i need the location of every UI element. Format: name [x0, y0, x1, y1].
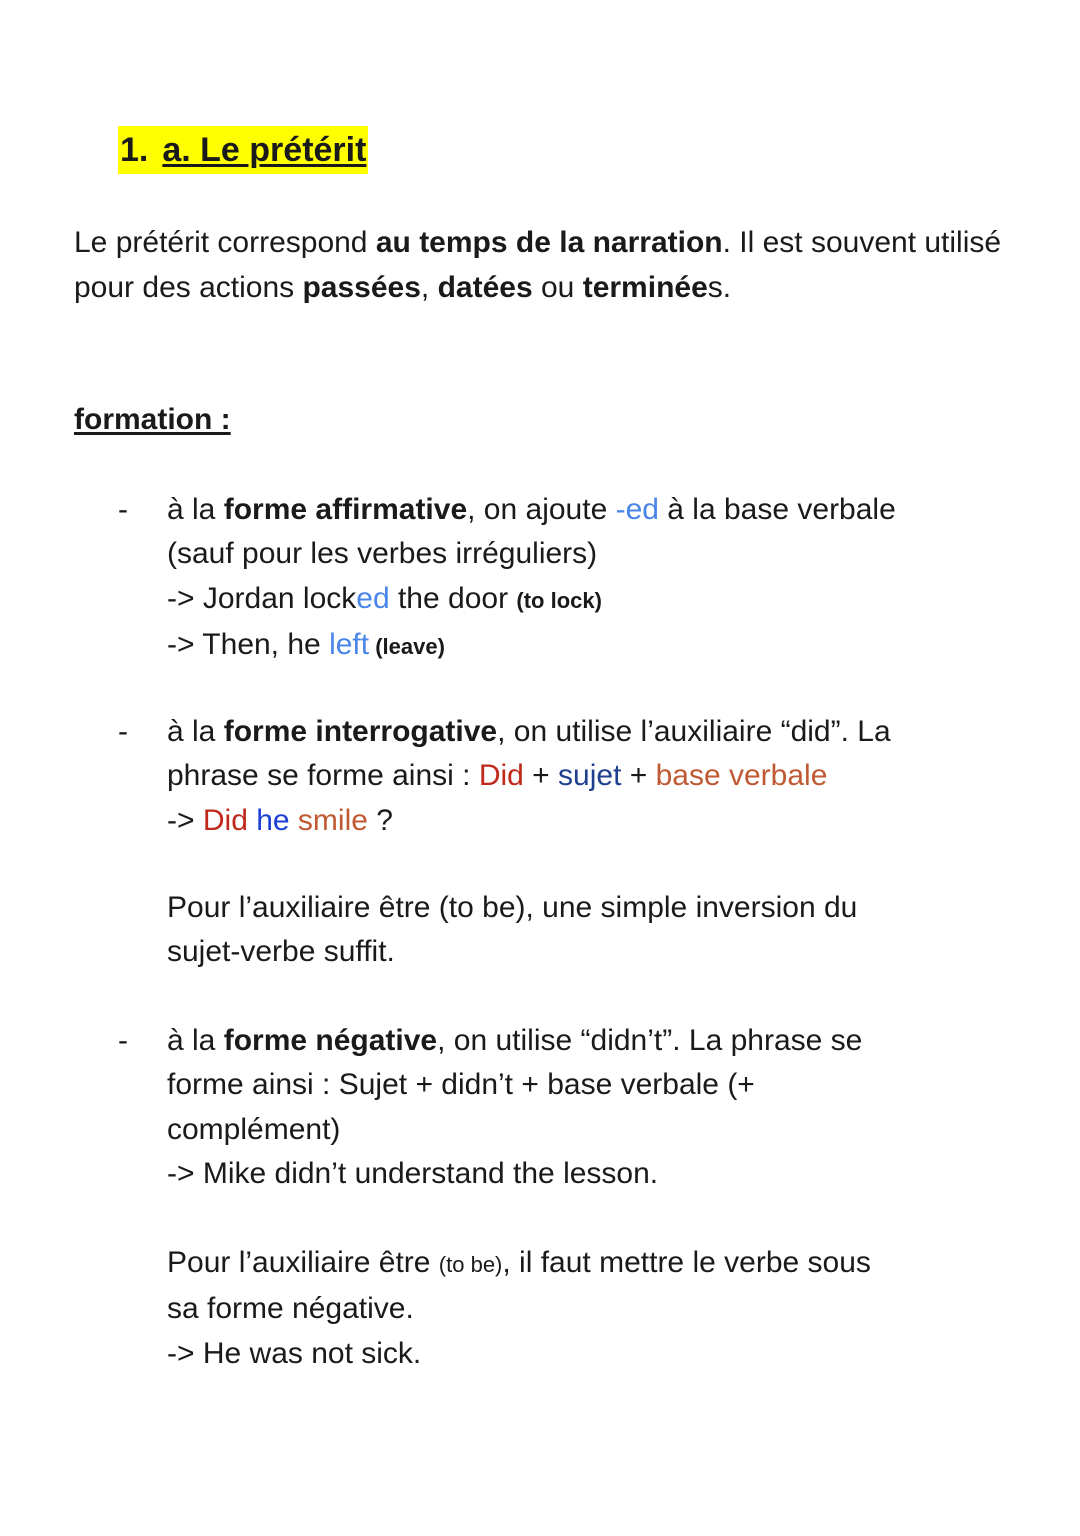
base-verbale-word: base verbale: [655, 759, 828, 793]
intro-bold-narration: au temps de la narration: [375, 226, 723, 259]
verb-note: (leave): [369, 633, 445, 659]
intro-bold-passees: passées: [302, 270, 421, 304]
verb-note: (to lock): [516, 587, 602, 613]
intro-bold-datees: datées: [437, 270, 533, 304]
bullet-dash: -: [118, 1024, 128, 1057]
text: +: [621, 759, 656, 793]
text: ->: [167, 803, 203, 837]
text: -> Jordan lock: [167, 581, 357, 615]
text: à la: [167, 493, 224, 526]
text: , on ajoute: [467, 493, 616, 526]
interrogative-section: [167, 710, 997, 843]
text: , on utilise “didn’t”. La phrase se: [437, 1024, 863, 1057]
text: -> Then, he: [167, 627, 330, 661]
negative-note: [167, 1241, 997, 1376]
bullet-dash: -: [118, 493, 128, 526]
page-title: [118, 126, 368, 174]
sujet-word: sujet: [558, 759, 622, 793]
did-word: Did: [202, 803, 248, 837]
note-line: sa forme négative.: [167, 1292, 414, 1326]
negative-section: [167, 1019, 997, 1196]
negative-line-1: [167, 1019, 997, 1063]
text: the door: [389, 581, 517, 615]
interrogative-line-1: [167, 710, 997, 754]
text: , on utilise l’auxiliaire “did”. La: [497, 715, 891, 748]
subject-word: he: [247, 803, 290, 837]
intro-text: s.: [707, 270, 732, 304]
intro-text: ou: [532, 270, 583, 304]
affirmative-line-2: (sauf pour les verbes irréguliers): [167, 537, 598, 571]
note-line: [167, 1241, 997, 1287]
negative-bold: forme négative: [223, 1024, 438, 1057]
affirmative-bold: forme affirmative: [223, 493, 468, 526]
intro-text: ,: [420, 270, 438, 304]
affirmative-example-2: [167, 623, 997, 669]
interrogative-example: [167, 799, 997, 843]
text: à la base verbale: [658, 493, 896, 526]
note-line: sujet-verbe suffit.: [167, 935, 395, 969]
negative-line-2: forme ainsi : Sujet + didn’t + base verbale (+: [167, 1068, 755, 1102]
affirmative-example-1: [167, 577, 997, 623]
ed-suffix: -ed: [615, 493, 659, 526]
affirmative-section: [167, 488, 997, 669]
did-word: Did: [478, 759, 524, 793]
interrogative-line-2: [167, 754, 997, 798]
negative-line-3: complément): [167, 1112, 341, 1146]
irregular-verb: left: [329, 627, 370, 661]
text: à la: [167, 715, 224, 748]
verb-word: smile: [289, 803, 368, 837]
interrogative-note: [167, 886, 997, 975]
intro-text: Le prétérit correspond: [74, 226, 376, 259]
title-number: 1.: [120, 131, 149, 169]
formation-heading: formation :: [74, 403, 231, 436]
title-text: a. Le prétérit: [162, 131, 367, 169]
text: ?: [367, 803, 393, 837]
text: à la: [167, 1024, 224, 1057]
intro-bold-terminees: terminée: [582, 270, 708, 304]
text: , il faut mettre le verbe sous: [502, 1246, 871, 1279]
negative-example: -> Mike didn’t understand the lesson.: [167, 1156, 659, 1190]
note-line: Pour l’auxiliaire être (to be), une simple inversion du: [167, 891, 858, 924]
intro-text: . Il est souvent utilisé pour des actions: [74, 226, 1002, 304]
negative-example: -> He was not sick.: [167, 1336, 422, 1370]
ed-suffix: ed: [356, 581, 390, 615]
to-be-note: (to be): [438, 1252, 503, 1277]
text: +: [523, 759, 559, 793]
affirmative-line-1: [167, 488, 997, 532]
text: Pour l’auxiliaire être: [167, 1246, 439, 1279]
interrogative-bold: forme interrogative: [223, 715, 498, 748]
bullet-dash: -: [118, 715, 128, 748]
intro-paragraph: [74, 221, 1004, 310]
text: phrase se forme ainsi :: [167, 759, 479, 793]
